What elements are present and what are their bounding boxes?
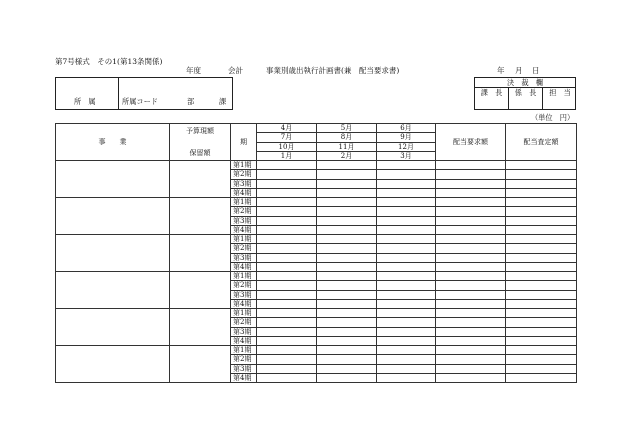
amount-cell[interactable] <box>257 179 317 188</box>
amount-cell[interactable] <box>506 373 577 382</box>
period-label: 第4期 <box>231 299 257 308</box>
header-row <box>0 67 630 77</box>
amount-cell[interactable] <box>317 327 377 336</box>
amount-cell[interactable] <box>377 309 436 318</box>
department-label: 所 属 <box>74 97 96 106</box>
header-budget-reserved: 保留額 <box>189 149 211 157</box>
period-label: 第3期 <box>231 327 257 336</box>
budget-cell[interactable] <box>170 272 231 309</box>
table-row <box>56 309 577 318</box>
amount-cell[interactable] <box>436 373 506 382</box>
budget-cell[interactable] <box>170 198 231 235</box>
header-row <box>56 124 577 133</box>
amount-cell[interactable] <box>506 281 577 290</box>
bureau-label: 部 <box>187 97 195 106</box>
header-month: 8月 <box>317 133 377 142</box>
amount-cell[interactable] <box>377 235 436 244</box>
amount-cell[interactable] <box>377 179 436 188</box>
amount-cell[interactable] <box>506 244 577 253</box>
amount-cell[interactable] <box>257 262 317 271</box>
amount-cell[interactable] <box>506 262 577 271</box>
amount-cell[interactable] <box>257 373 317 382</box>
amount-cell[interactable] <box>257 299 317 308</box>
header-month: 7月 <box>257 133 317 142</box>
amount-cell[interactable] <box>506 198 577 207</box>
amount-cell[interactable] <box>436 262 506 271</box>
header-month: 2月 <box>317 151 377 160</box>
amount-cell[interactable] <box>257 198 317 207</box>
period-label: 第4期 <box>231 262 257 271</box>
department-code-label: 所属コード <box>122 97 158 106</box>
amount-cell[interactable] <box>377 336 436 345</box>
account-label: 会計 <box>228 66 243 75</box>
amount-cell[interactable] <box>506 207 577 216</box>
amount-cell[interactable] <box>257 346 317 355</box>
amount-cell[interactable] <box>506 179 577 188</box>
amount-cell[interactable] <box>317 170 377 179</box>
header-month: 5月 <box>317 124 377 133</box>
amount-cell[interactable] <box>506 188 577 197</box>
amount-cell[interactable] <box>506 225 577 234</box>
period-label: 第2期 <box>231 281 257 290</box>
amount-cell[interactable] <box>436 364 506 373</box>
header-budget <box>170 124 231 161</box>
period-label: 第2期 <box>231 207 257 216</box>
budget-cell[interactable] <box>170 309 231 346</box>
header-budget-wrap <box>170 127 230 157</box>
amount-cell[interactable] <box>506 355 577 364</box>
department-box <box>55 77 233 110</box>
period-label: 第1期 <box>231 198 257 207</box>
amount-cell[interactable] <box>257 364 317 373</box>
budget-cell[interactable] <box>170 346 231 383</box>
header-period: 期 <box>231 124 257 161</box>
amount-cell[interactable] <box>317 225 377 234</box>
period-label: 第1期 <box>231 235 257 244</box>
period-label: 第4期 <box>231 373 257 382</box>
amount-cell[interactable] <box>317 364 377 373</box>
amount-cell[interactable] <box>436 235 506 244</box>
department-divider <box>118 78 119 109</box>
amount-cell[interactable] <box>436 161 506 170</box>
amount-cell[interactable] <box>257 253 317 262</box>
amount-cell[interactable] <box>436 318 506 327</box>
amount-cell[interactable] <box>257 336 317 345</box>
amount-cell[interactable] <box>436 327 506 336</box>
period-label: 第3期 <box>231 216 257 225</box>
amount-cell[interactable] <box>377 188 436 197</box>
header-month: 10月 <box>257 142 317 151</box>
amount-cell[interactable] <box>506 170 577 179</box>
budget-cell[interactable] <box>170 161 231 198</box>
amount-cell[interactable] <box>506 290 577 299</box>
amount-cell[interactable] <box>377 262 436 271</box>
form-number-label: 第7号様式 その1(第13条関係) <box>55 57 163 66</box>
amount-cell[interactable] <box>257 170 317 179</box>
amount-cell[interactable] <box>317 299 377 308</box>
amount-cell[interactable] <box>436 225 506 234</box>
amount-cell[interactable] <box>377 216 436 225</box>
section-label: 課 <box>219 97 227 106</box>
approval-box <box>474 77 576 110</box>
amount-cell[interactable] <box>377 327 436 336</box>
table-row <box>56 346 577 355</box>
header-project: 事 業 <box>56 124 170 161</box>
table-row <box>56 235 577 244</box>
header-allocation-assessed: 配当査定額 <box>506 124 577 161</box>
amount-cell[interactable] <box>436 281 506 290</box>
table-row <box>56 198 577 207</box>
amount-cell[interactable] <box>317 161 377 170</box>
table-row <box>56 161 577 170</box>
amount-cell[interactable] <box>317 244 377 253</box>
amount-cell[interactable] <box>257 327 317 336</box>
approval-title: 決 裁 欄 <box>475 78 575 88</box>
execution-plan-table <box>55 123 577 383</box>
header-budget-current: 予算現額 <box>186 127 214 135</box>
project-cell[interactable] <box>56 161 170 198</box>
amount-cell[interactable] <box>317 336 377 345</box>
amount-cell[interactable] <box>257 244 317 253</box>
amount-cell[interactable] <box>317 272 377 281</box>
amount-cell[interactable] <box>377 373 436 382</box>
header-month: 1月 <box>257 151 317 160</box>
approval-cell-section-chief[interactable]: 課 長 <box>475 87 509 110</box>
period-label: 第2期 <box>231 244 257 253</box>
amount-cell[interactable] <box>377 244 436 253</box>
fiscal-year-label: 年度 <box>186 66 201 75</box>
amount-cell[interactable] <box>377 198 436 207</box>
unit-label: （単位 円） <box>531 113 575 122</box>
approval-cell-staff[interactable]: 担 当 <box>549 88 571 97</box>
amount-cell[interactable] <box>377 272 436 281</box>
amount-cell[interactable] <box>506 327 577 336</box>
amount-cell[interactable] <box>317 281 377 290</box>
amount-cell[interactable] <box>506 161 577 170</box>
amount-cell[interactable] <box>317 198 377 207</box>
period-label: 第4期 <box>231 188 257 197</box>
amount-cell[interactable] <box>506 318 577 327</box>
amount-cell[interactable] <box>436 346 506 355</box>
project-cell[interactable] <box>56 235 170 272</box>
header-month: 4月 <box>257 124 317 133</box>
date-year-label: 年 <box>497 66 505 75</box>
amount-cell[interactable] <box>436 309 506 318</box>
amount-cell[interactable] <box>257 355 317 364</box>
amount-cell[interactable] <box>257 309 317 318</box>
period-label: 第3期 <box>231 253 257 262</box>
amount-cell[interactable] <box>317 216 377 225</box>
period-label: 第1期 <box>231 309 257 318</box>
amount-cell[interactable] <box>377 364 436 373</box>
header-month: 12月 <box>377 142 436 151</box>
amount-cell[interactable] <box>257 235 317 244</box>
amount-cell[interactable] <box>377 281 436 290</box>
date-day-label: 日 <box>532 66 540 75</box>
header-allocation-request: 配当要求額 <box>436 124 506 161</box>
amount-cell[interactable] <box>436 170 506 179</box>
amount-cell[interactable] <box>377 161 436 170</box>
period-label: 第4期 <box>231 336 257 345</box>
budget-cell[interactable] <box>170 235 231 272</box>
amount-cell[interactable] <box>257 188 317 197</box>
amount-cell[interactable] <box>506 299 577 308</box>
amount-cell[interactable] <box>436 355 506 364</box>
amount-cell[interactable] <box>377 355 436 364</box>
amount-cell[interactable] <box>317 207 377 216</box>
amount-cell[interactable] <box>317 355 377 364</box>
period-label: 第2期 <box>231 355 257 364</box>
amount-cell[interactable] <box>436 244 506 253</box>
project-cell[interactable] <box>56 272 170 309</box>
amount-cell[interactable] <box>436 299 506 308</box>
amount-cell[interactable] <box>377 170 436 179</box>
amount-cell[interactable] <box>436 207 506 216</box>
header-month: 11月 <box>317 142 377 151</box>
period-label: 第1期 <box>231 272 257 281</box>
amount-cell[interactable] <box>257 318 317 327</box>
amount-cell[interactable] <box>436 188 506 197</box>
amount-cell[interactable] <box>317 290 377 299</box>
amount-cell[interactable] <box>257 290 317 299</box>
period-label: 第1期 <box>231 161 257 170</box>
amount-cell[interactable] <box>506 364 577 373</box>
amount-cell[interactable] <box>436 336 506 345</box>
amount-cell[interactable] <box>377 346 436 355</box>
document-title: 事業別歳出執行計画書(兼 配当要求書) <box>266 66 400 75</box>
date-month-label: 月 <box>515 66 523 75</box>
project-cell[interactable] <box>56 346 170 383</box>
period-label: 第3期 <box>231 179 257 188</box>
period-label: 第2期 <box>231 318 257 327</box>
amount-cell[interactable] <box>377 253 436 262</box>
period-label: 第3期 <box>231 364 257 373</box>
amount-cell[interactable] <box>377 207 436 216</box>
amount-cell[interactable] <box>317 253 377 262</box>
approval-cell-subsection-chief[interactable]: 係 長 <box>509 87 543 110</box>
amount-cell[interactable] <box>317 235 377 244</box>
amount-cell[interactable] <box>506 309 577 318</box>
amount-cell[interactable] <box>257 216 317 225</box>
amount-cell[interactable] <box>257 161 317 170</box>
amount-cell[interactable] <box>506 346 577 355</box>
amount-cell[interactable] <box>317 373 377 382</box>
project-cell[interactable] <box>56 198 170 235</box>
amount-cell[interactable] <box>506 235 577 244</box>
amount-cell[interactable] <box>377 318 436 327</box>
amount-cell[interactable] <box>377 290 436 299</box>
amount-cell[interactable] <box>436 198 506 207</box>
amount-cell[interactable] <box>257 207 317 216</box>
header-month: 9月 <box>377 133 436 142</box>
amount-cell[interactable] <box>436 216 506 225</box>
amount-cell[interactable] <box>257 225 317 234</box>
amount-cell[interactable] <box>317 179 377 188</box>
amount-cell[interactable] <box>257 272 317 281</box>
amount-cell[interactable] <box>317 188 377 197</box>
amount-cell[interactable] <box>377 225 436 234</box>
amount-cell[interactable] <box>506 253 577 262</box>
amount-cell[interactable] <box>317 309 377 318</box>
amount-cell[interactable] <box>436 272 506 281</box>
amount-cell[interactable] <box>436 253 506 262</box>
amount-cell[interactable] <box>257 281 317 290</box>
amount-cell[interactable] <box>377 299 436 308</box>
amount-cell[interactable] <box>436 179 506 188</box>
period-label: 第4期 <box>231 225 257 234</box>
period-label: 第3期 <box>231 290 257 299</box>
amount-cell[interactable] <box>436 290 506 299</box>
period-label: 第1期 <box>231 346 257 355</box>
period-label: 第2期 <box>231 170 257 179</box>
header-month: 3月 <box>377 151 436 160</box>
header-month: 6月 <box>377 124 436 133</box>
amount-cell[interactable] <box>506 336 577 345</box>
amount-cell[interactable] <box>317 318 377 327</box>
amount-cell[interactable] <box>506 272 577 281</box>
amount-cell[interactable] <box>317 346 377 355</box>
amount-cell[interactable] <box>317 262 377 271</box>
table-row <box>56 272 577 281</box>
amount-cell[interactable] <box>506 216 577 225</box>
project-cell[interactable] <box>56 309 170 346</box>
